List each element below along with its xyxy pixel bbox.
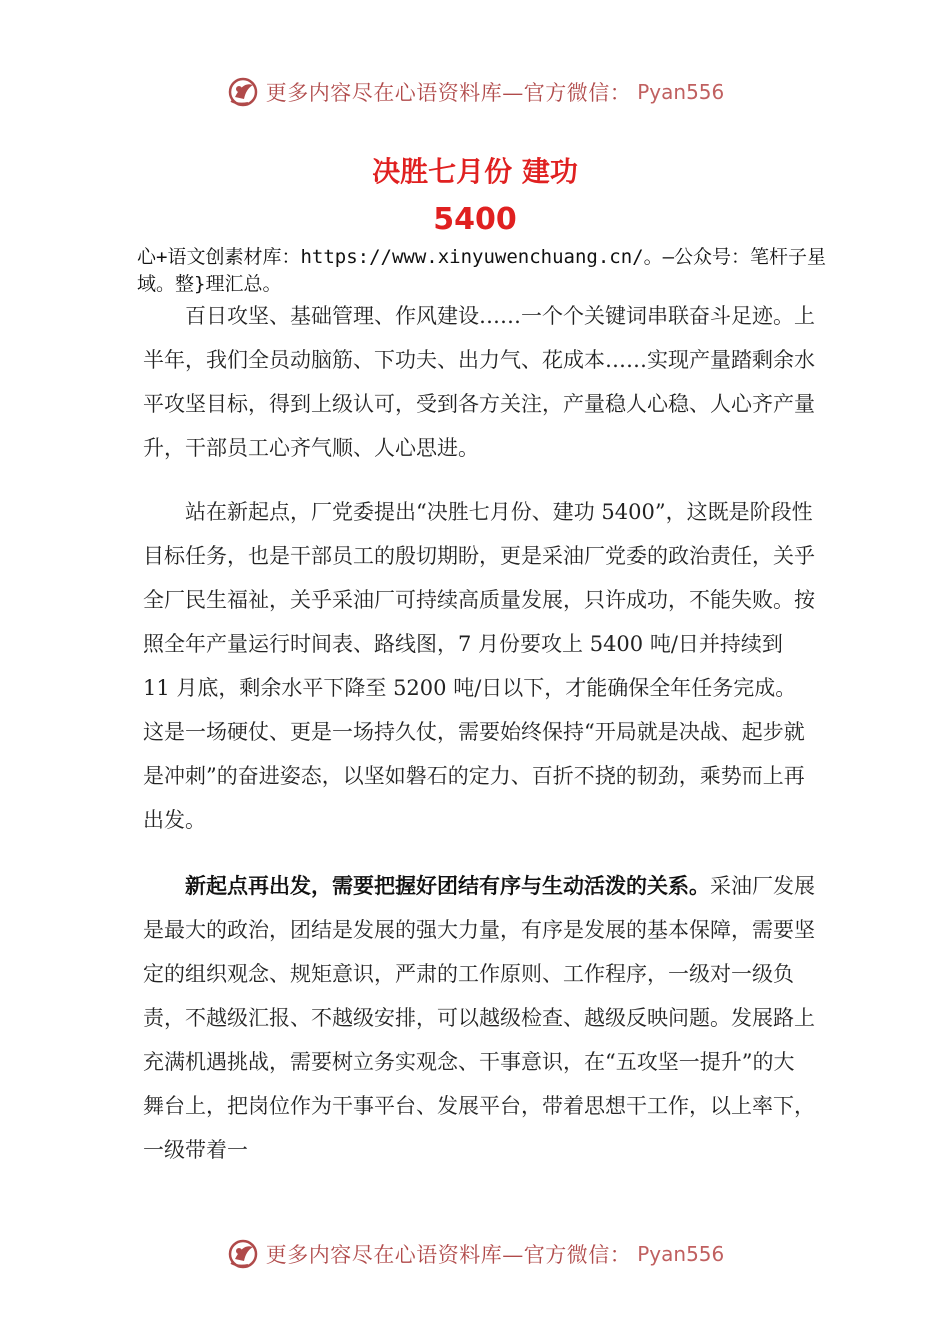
header-banner-text: 更多内容尽在心语资料库—官方微信： — [265, 81, 632, 105]
paragraph-3-text: 采油厂发展是最大的政治，团结是发展的强大力量，有序是发展的基本保障，需要坚定的组织观念、规矩意识，严肃的工作原则、工作程序，一级对一级负责，不越级汇报、不越级安排，可以越级检查、越级反映问题。发展路上充满机遇挑战，需要树立务实观念、干事意识，在“五攻坚一提升”的大舞台上，把岗位作为干事平台、发展平台，带着思想干工作，以上率下，一级带着一 — [143, 874, 815, 1162]
document-title-line2: 5400 — [433, 202, 517, 237]
paragraph-2 — [143, 490, 815, 842]
paragraph-3-lead: 新起点再出发，需要把握好团结有序与生动活泼的关系。 — [185, 874, 710, 898]
paragraph-1-text: 百日攻坚、基础管理、作风建设……一个个关键词串联奋斗足迹。上半年，我们全员动脑筋、下功夫、出力气、花成本……实现产量踏剩余水平攻坚目标，得到上级认可，受到各方关注，产量稳人心稳、人心齐产量升，干部员工心齐气顺、人心思进。 — [143, 304, 815, 460]
paragraph-1 — [143, 294, 815, 470]
header-banner-handle: Pyan556 — [637, 80, 725, 104]
paragraph-2-text: 站在新起点，厂党委提出“决胜七月份、建功 5400”，这既是阶段性目标任务，也是干部员工的殷切期盼，更是采油厂党委的政治责任，关乎全厂民生福祉，关乎采油厂可持续高质量发展，只许成功，不能失败。按照全年产量运行时间表、路线图，7 月份要攻上 5400 吨/日并持续到 11 月底，剩余水平下降至 5200 吨/日以下，才能确保全年任务完成。这是一场硬仗、更是一场持久仗，需要始终保持“开局就是决战、起步就是冲刺”的奋进姿态，以坚如磐石的定力、百折不挠的韧劲，乘势而上再出发。 — [143, 500, 815, 832]
footer-banner-handle: Pyan556 — [637, 1242, 725, 1266]
brand-logo-icon — [226, 1237, 260, 1271]
brand-logo-icon — [226, 75, 260, 109]
document-title-line1: 决胜七月份 建功 — [372, 155, 578, 188]
source-note: 心+语文创素材库：https://www.xinyuwenchuang.cn/。—公众号：笔杆子星域。整}理汇总。 — [137, 246, 827, 295]
paragraph-3 — [143, 864, 815, 1172]
header-banner — [0, 70, 950, 114]
footer-banner — [0, 1232, 950, 1276]
footer-banner-text: 更多内容尽在心语资料库—官方微信： — [265, 1243, 632, 1267]
